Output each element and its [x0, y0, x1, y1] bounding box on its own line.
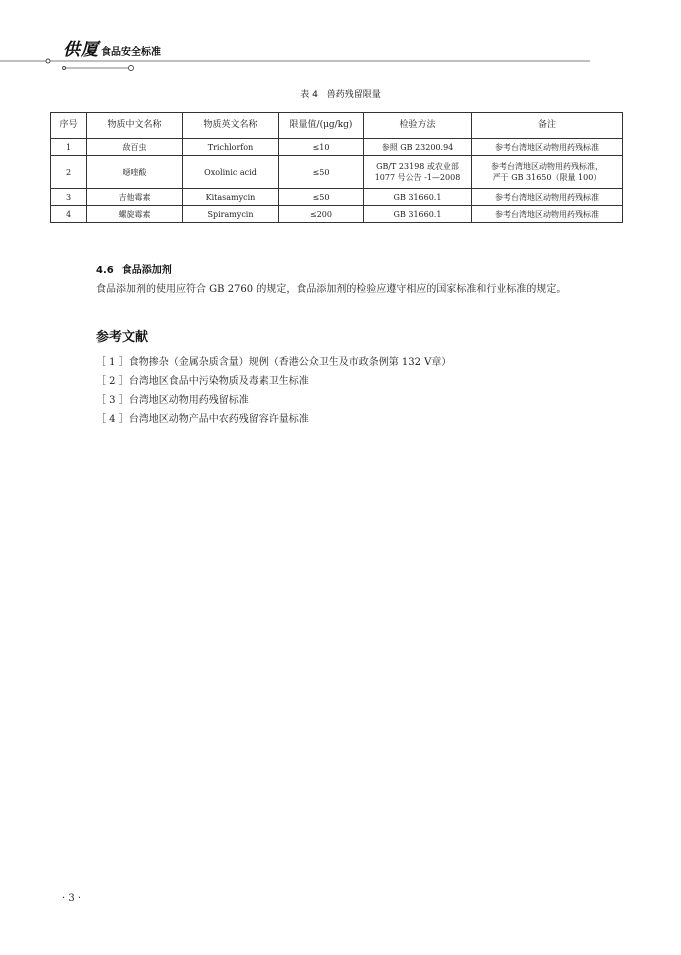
page-number: · 3 ·	[62, 893, 82, 904]
cell-method: GB 31660.1	[364, 206, 472, 223]
table-caption: 表 4 兽药残留限量	[300, 90, 381, 100]
cell-en-name: Kitasamycin	[183, 189, 279, 206]
reference-item: ［ 4 ］台湾地区动物产品中农药残留容许量标准	[96, 414, 309, 425]
section-number: 4.6	[96, 265, 114, 276]
cell-remark-line: 参考台湾地区动物用药残标准，	[491, 162, 603, 171]
header-subtitle: 食品安全标准	[101, 47, 161, 58]
page-header	[0, 0, 681, 80]
table-row	[51, 206, 623, 223]
cell-en-name: Oxolinic acid	[183, 156, 279, 189]
ornament-dot-mid	[63, 67, 66, 70]
section-title: 食品添加剂	[121, 265, 172, 276]
col-header-method: 检验方法	[364, 113, 472, 139]
cell-en-name: Trichlorfon	[183, 139, 279, 156]
cell-limit: ≤50	[279, 156, 364, 189]
cell-no: 2	[51, 156, 87, 189]
cell-method: GB 31660.1	[364, 189, 472, 206]
col-header-no: 序号	[51, 113, 87, 139]
cell-remark: 参考台湾地区动物用药残标准	[472, 189, 623, 206]
cell-limit: ≤10	[279, 139, 364, 156]
table-row	[51, 156, 623, 189]
cell-cn-name: 螺旋霉素	[87, 206, 183, 223]
cell-en-name: Spiramycin	[183, 206, 279, 223]
table-row	[51, 189, 623, 206]
cell-cn-name: 敌百虫	[87, 139, 183, 156]
residue-limit-table	[50, 112, 623, 223]
cell-limit: ≤200	[279, 206, 364, 223]
cell-no: 4	[51, 206, 87, 223]
reference-item: ［ 2 ］台湾地区食品中污染物质及毒素卫生标准	[96, 376, 309, 387]
cell-remark: 参考台湾地区动物用药残标准	[472, 206, 623, 223]
col-header-en-name: 物质英文名称	[183, 113, 279, 139]
cell-cn-name: 吉他霉素	[87, 189, 183, 206]
cell-remark: 参考台湾地区动物用药残标准	[472, 139, 623, 156]
cell-cn-name: 噁喹酸	[87, 156, 183, 189]
table-header-row	[51, 113, 623, 139]
header-rule	[0, 52, 681, 74]
cell-remark-line: 严于 GB 31650（限量 100）	[492, 173, 602, 182]
col-header-limit: 限量值/(μg/kg)	[279, 113, 364, 139]
cell-method-line: 1077 号公告 -1—2008	[374, 173, 461, 182]
col-header-remark: 备注	[472, 113, 623, 139]
table-row	[51, 139, 623, 156]
cell-limit: ≤50	[279, 189, 364, 206]
cell-method: 参照 GB 23200.94	[364, 139, 472, 156]
cell-method	[364, 156, 472, 189]
brand-logo: 供厦	[63, 40, 99, 60]
cell-remark	[472, 156, 623, 189]
ornament-dot-right	[129, 66, 134, 71]
section-body: 食品添加剂的使用应符合 GB 2760 的规定，食品添加剂的检验应遵守相应的国家标准和行业标准的规定。	[96, 284, 567, 295]
reference-item: ［ 3 ］台湾地区动物用药残留标准	[96, 395, 249, 406]
cell-no: 3	[51, 189, 87, 206]
reference-item: ［ 1 ］食物掺杂（金属杂质含量）规例（香港公众卫生及市政条例第 132 V章）	[96, 357, 452, 368]
cell-no: 1	[51, 139, 87, 156]
references-heading: 参考文献	[96, 330, 149, 345]
section-heading	[96, 261, 172, 276]
cell-method-line: GB/T 23198 或农业部	[376, 162, 459, 171]
col-header-cn-name: 物质中文名称	[87, 113, 183, 139]
references-list	[96, 355, 451, 431]
ornament-dot-left	[46, 59, 50, 63]
